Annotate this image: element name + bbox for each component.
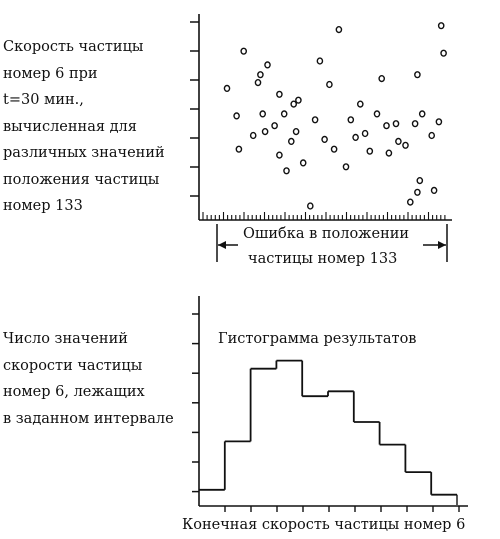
scatter-label-line: различных значений [3, 145, 165, 161]
scatter-point [236, 146, 241, 152]
scatter-point [241, 48, 246, 54]
scatter-point [413, 121, 418, 127]
scatter-point [384, 123, 389, 129]
histogram-y-ticks [192, 314, 199, 492]
scatter-point [436, 119, 441, 125]
scatter-points [224, 23, 446, 209]
histogram-label-line: скорости частицы [3, 357, 143, 374]
histogram-title: Гистограмма результатов [218, 331, 417, 347]
scatter-point [263, 129, 268, 135]
axis-caption-line: Ошибка в положении [243, 226, 410, 242]
axis-caption-line: частицы номер 133 [248, 251, 398, 267]
scatter-point [439, 23, 444, 29]
scatter-point [415, 72, 420, 78]
scatter-point [393, 121, 398, 127]
scatter-point [343, 164, 348, 170]
scatter-label-line: Скорость частицы [3, 39, 144, 55]
scatter-point [322, 137, 327, 143]
scatter-point [432, 188, 437, 194]
scatter-point [277, 91, 282, 97]
scatter-point [353, 135, 358, 141]
scatter-label-line: t=30 мин., [3, 92, 84, 108]
error-range-bracket [217, 224, 447, 262]
histogram-steps [199, 361, 457, 505]
scatter-point [420, 111, 425, 117]
scatter-point [403, 142, 408, 148]
scatter-point [289, 139, 294, 145]
scatter-x-ticks [203, 212, 445, 220]
scatter-point [313, 117, 318, 123]
scatter-y-ticks [190, 22, 199, 196]
scatter-point [336, 27, 341, 33]
scatter-point [332, 146, 337, 152]
histogram-label-line: в заданном интервале [3, 410, 174, 427]
histogram-x-axis-label: Конечная скорость частицы номер 6 [182, 517, 466, 533]
scatter-point [224, 86, 229, 92]
scatter-point [294, 129, 299, 135]
bracket-right-arrowhead [438, 241, 446, 249]
scatter-point [379, 76, 384, 82]
scatter-point [255, 80, 260, 86]
scatter-point [441, 50, 446, 56]
scatter-point [284, 168, 289, 174]
scatter-point [396, 139, 401, 145]
scatter-point [260, 111, 265, 117]
scatter-point [327, 82, 332, 88]
histogram-label-line: номер 6, лежащих [3, 384, 145, 400]
scatter-point [277, 152, 282, 158]
scatter-point [258, 72, 263, 78]
scatter-point [251, 133, 256, 139]
scatter-point [429, 133, 434, 139]
scatter-label-line: номер 6 при [3, 65, 98, 82]
scatter-point [301, 160, 306, 166]
scatter-label-line: вычисленная для [3, 118, 137, 135]
scatter-point [408, 199, 413, 205]
scatter-point [358, 101, 363, 107]
scatter-label-line: положения частицы [3, 171, 160, 188]
scatter-point [363, 131, 368, 137]
scatter-point [374, 111, 379, 117]
scatter-point [296, 97, 301, 103]
scatter-point [367, 148, 372, 154]
scatter-point [265, 62, 270, 68]
scatter-point [317, 58, 322, 64]
histogram-x-ticks [225, 506, 459, 512]
histogram-label-line: Число значений [3, 331, 128, 347]
scatter-point [272, 123, 277, 129]
scatter-point [308, 203, 313, 209]
scatter-point [417, 178, 422, 184]
bracket-left-arrowhead [218, 241, 226, 249]
histogram-axes [192, 296, 468, 512]
scatter-point [386, 150, 391, 156]
scatter-point [348, 117, 353, 123]
scatter-label-line: номер 133 [3, 198, 83, 214]
scatter-axes [190, 14, 452, 220]
scatter-point [415, 189, 420, 195]
scatter-point [282, 111, 287, 117]
scatter-point [234, 113, 239, 119]
